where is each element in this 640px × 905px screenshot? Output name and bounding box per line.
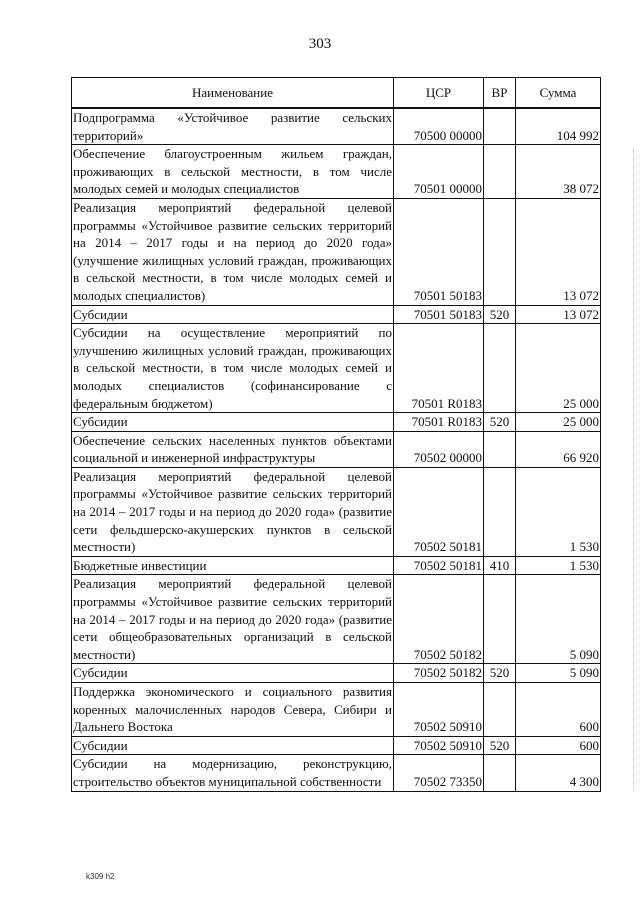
row-vr — [484, 575, 516, 664]
row-name: Бюджетные инвестиции — [72, 556, 394, 575]
document-code: k309 h2 — [86, 872, 115, 881]
row-csr: 70501 50183 — [394, 305, 484, 324]
budget-table — [71, 77, 601, 792]
header-csr: ЦСР — [394, 78, 484, 109]
table-row — [72, 413, 601, 432]
row-name: Обеспечение благоустроенным жильем граждан, проживающих в сельской местности, в том числе молодых семей и молодых специалистов — [72, 145, 394, 199]
table-header-row — [72, 78, 601, 109]
row-name: Субсидии — [72, 736, 394, 755]
row-name: Субсидии — [72, 413, 394, 432]
row-vr — [484, 198, 516, 305]
row-name: Субсидии — [72, 305, 394, 324]
row-name: Реализация мероприятий федеральной целевой программы «Устойчивое развитие сельских территорий на 2014 – 2017 годы и на период до 2020 года» (развитие сети общеобразовательных организаций в сельской местности) — [72, 575, 394, 664]
table-row — [72, 664, 601, 683]
table-row — [72, 198, 601, 305]
row-vr: 520 — [484, 305, 516, 324]
row-vr: 520 — [484, 736, 516, 755]
table-row — [72, 305, 601, 324]
table-row — [72, 556, 601, 575]
scan-edge-marks — [631, 150, 634, 790]
header-vr: ВР — [484, 78, 516, 109]
row-name: Реализация мероприятий федеральной целевой программы «Устойчивое развитие сельских территорий на 2014 – 2017 годы и на период до 2020 года» (улучшение жилищных условий граждан, проживающих в сельской местности, в том числе молодых семей и молодых специалистов) — [72, 198, 394, 305]
row-name: Обеспечение сельских населенных пунктов объектами социальной и инженерной инфраструктуры — [72, 431, 394, 467]
row-vr — [484, 145, 516, 199]
row-vr — [484, 431, 516, 467]
table-row — [72, 145, 601, 199]
row-vr: 410 — [484, 556, 516, 575]
row-sum: 104 992 — [516, 108, 601, 145]
header-name: Наименование — [72, 78, 394, 109]
table-row — [72, 467, 601, 556]
table-row — [72, 324, 601, 413]
row-sum: 13 072 — [516, 305, 601, 324]
table-row — [72, 683, 601, 737]
row-csr: 70502 00000 — [394, 431, 484, 467]
row-name: Субсидии на модернизацию, реконструкцию, строительство объектов муниципальной собственности — [72, 755, 394, 791]
row-vr — [484, 755, 516, 791]
row-sum: 1 530 — [516, 556, 601, 575]
row-sum: 1 530 — [516, 467, 601, 556]
row-sum: 4 300 — [516, 755, 601, 791]
row-csr: 70500 00000 — [394, 108, 484, 145]
table-row — [72, 755, 601, 791]
row-csr: 70501 50183 — [394, 198, 484, 305]
row-vr — [484, 467, 516, 556]
row-csr: 70502 50182 — [394, 575, 484, 664]
header-sum: Сумма — [516, 78, 601, 109]
row-csr: 70501 R0183 — [394, 413, 484, 432]
row-name: Субсидии — [72, 664, 394, 683]
row-sum: 13 072 — [516, 198, 601, 305]
row-csr: 70502 50182 — [394, 664, 484, 683]
row-sum: 25 000 — [516, 413, 601, 432]
row-sum: 38 072 — [516, 145, 601, 199]
table-row — [72, 575, 601, 664]
row-csr: 70502 50910 — [394, 736, 484, 755]
row-name: Реализация мероприятий федеральной целевой программы «Устойчивое развитие сельских территорий на 2014 – 2017 годы и на период до 2020 года» (развитие сети фельдшерско-акушерских пунктов в сельской местности) — [72, 467, 394, 556]
row-sum: 600 — [516, 683, 601, 737]
row-csr: 70501 00000 — [394, 145, 484, 199]
table-row — [72, 108, 601, 145]
row-vr: 520 — [484, 413, 516, 432]
row-csr: 70502 50910 — [394, 683, 484, 737]
table-row — [72, 431, 601, 467]
page-number: 303 — [308, 36, 332, 52]
row-csr: 70502 73350 — [394, 755, 484, 791]
row-csr: 70502 50181 — [394, 467, 484, 556]
row-sum: 25 000 — [516, 324, 601, 413]
row-sum: 5 090 — [516, 575, 601, 664]
row-csr: 70501 R0183 — [394, 324, 484, 413]
row-sum: 5 090 — [516, 664, 601, 683]
row-sum: 66 920 — [516, 431, 601, 467]
row-csr: 70502 50181 — [394, 556, 484, 575]
row-vr — [484, 683, 516, 737]
row-name: Подпрограмма «Устойчивое развитие сельских территорий» — [72, 108, 394, 145]
row-name: Поддержка экономического и социального развития коренных малочисленных народов Севера, Сибири и Дальнего Востока — [72, 683, 394, 737]
row-sum: 600 — [516, 736, 601, 755]
row-vr — [484, 324, 516, 413]
row-vr: 520 — [484, 664, 516, 683]
row-vr — [484, 108, 516, 145]
table-row — [72, 736, 601, 755]
row-name: Субсидии на осуществление мероприятий по улучшению жилищных условий граждан, проживающих в сельской местности, в том числе молодых семей и молодых специалистов (софинансирование с федеральным бюджетом) — [72, 324, 394, 413]
